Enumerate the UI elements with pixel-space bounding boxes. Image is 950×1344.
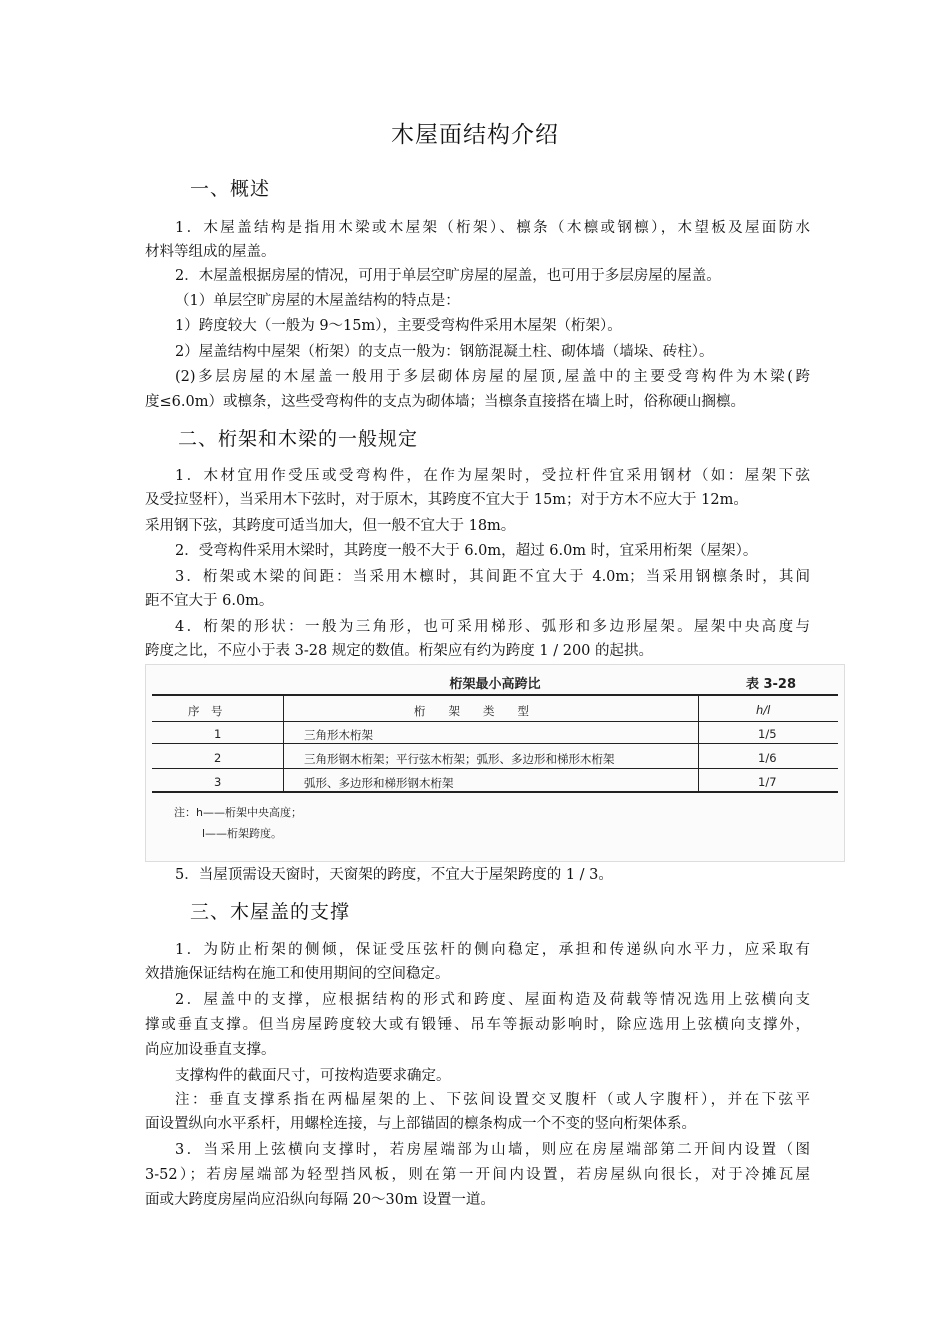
- table-header-type: 桁 架 类 型: [414, 704, 529, 718]
- paragraph-line: （1）单层空旷房屋的木屋盖结构的特点是：: [175, 293, 460, 309]
- table-bottom-rule: [152, 791, 838, 793]
- page-title: 木屋面结构介绍: [391, 122, 559, 148]
- table-cell-type: 三角形木桁架: [304, 728, 373, 742]
- table-cell-type: 弧形、多边形和梯形钢木桁架: [304, 776, 454, 790]
- paragraph-line: 3．桁架或木梁的间距：当采用木檩时，其间距不宜大于 4.0m；当采用钢檩条时，其间: [175, 569, 810, 585]
- paragraph-line: 1．木材宜用作受压或受弯构件，在作为屋架时，受拉杆件宜采用钢材（如：屋架下弦: [175, 468, 810, 484]
- paragraph-line: 1．木屋盖结构是指用木梁或木屋架（桁架）、檩条（木檩或钢檩），木望板及屋面防水: [175, 220, 810, 236]
- table-column-divider: [698, 694, 699, 792]
- paragraph-line: 面或大跨度房屋尚应沿纵向每隔 20～30m 设置一道。: [145, 1192, 495, 1208]
- paragraph-line: 及受拉竖杆），当采用木下弦时，对于原木，其跨度不宜大于 15m；对于方木不应大于 12m。: [145, 492, 748, 508]
- paragraph-line: 注：垂直支撑系指在两榀屋架的上、下弦间设置交叉腹杆（或人字腹杆），并在下弦平: [175, 1092, 810, 1108]
- section-heading-bracing: 三、木屋盖的支撑: [190, 901, 351, 923]
- paragraph-line: (2)多层房屋的木屋盖一般用于多层砌体房屋的屋顶,屋盖中的主要受弯构件为木梁(跨: [175, 369, 810, 385]
- table-row-rule: [152, 743, 838, 744]
- table-cell-index: 2: [214, 751, 222, 765]
- paragraph-line: 度≤6.0m）或檩条，这些受弯构件的支点为砌体墙；当檩条直接搭在墙上时，俗称硬山搁檩。: [145, 394, 745, 410]
- section-heading-truss-rules: 二、桁架和木梁的一般规定: [178, 428, 419, 450]
- paragraph-line: 尚应加设垂直支撑。: [145, 1042, 276, 1058]
- paragraph-line: 1）跨度较大（一般为 9～15m），主要受弯构件采用木屋架（桁架）。: [175, 318, 622, 334]
- paragraph-line: 跨度之比，不应小于表 3-28 规定的数值。桁架应有约为跨度 1 / 200 的起拱。: [145, 643, 654, 659]
- paragraph-line: 材料等组成的屋盖。: [145, 244, 276, 260]
- paragraph-line: 2）屋盖结构中屋架（桁架）的支点一般为：钢筋混凝土柱、砌体墙（墙垛、砖柱）。: [175, 344, 714, 360]
- table-note: 注：h——桁架中央高度；: [174, 806, 302, 819]
- paragraph-line: 面设置纵向水平系杆，用螺栓连接，与上部锚固的檩条构成一个不变的竖向桁架体系。: [145, 1116, 696, 1132]
- paragraph-line: 2．木屋盖根据房屋的情况，可用于单层空旷房屋的屋盖，也可用于多层房屋的屋盖。: [175, 268, 721, 284]
- paragraph-line: 1．为防止桁架的侧倾，保证受压弦杆的侧向稳定，承担和传递纵向水平力，应采取有: [175, 942, 810, 958]
- table-column-divider: [283, 694, 284, 792]
- paragraph-line: 支撑构件的截面尺寸，可按构造要求确定。: [175, 1068, 451, 1084]
- table-caption: 桁架最小高跨比: [449, 677, 541, 692]
- paragraph-line: 2．受弯构件采用木梁时，其跨度一般不大于 6.0m，超过 6.0m 时，宜采用桁架（屋架）。: [175, 543, 758, 559]
- paragraph-line: 3．当采用上弦横向支撑时，若房屋端部为山墙，则应在房屋端部第二开间内设置（图: [175, 1142, 810, 1158]
- paragraph-line: 3-52）；若房屋端部为轻型挡风板，则在第一开间内设置，若房屋纵向很长，对于冷摊瓦屋: [145, 1167, 810, 1183]
- table-cell-type: 三角形钢木桁架；平行弦木桁架；弧形、多边形和梯形木桁架: [304, 752, 615, 766]
- paragraph-line: 5．当屋顶需设天窗时，天窗架的跨度，不宜大于屋架跨度的 1 / 3。: [175, 867, 613, 883]
- paragraph-line: 撑或垂直支撑。但当房屋跨度较大或有锻锤、吊车等振动影响时，除应选用上弦横向支撑外，: [145, 1017, 810, 1033]
- table-number: 表 3-28: [745, 677, 796, 692]
- table-row-rule: [152, 768, 838, 769]
- section-heading-overview: 一、概述: [190, 178, 271, 200]
- table-header-ratio: h/l: [756, 703, 771, 717]
- paragraph-line: 距不宜大于 6.0m。: [145, 593, 274, 609]
- table-header-rule: [152, 721, 838, 722]
- table-cell-ratio: 1/6: [758, 751, 777, 765]
- truss-ratio-table: [145, 664, 845, 862]
- table-header-index: 序 号: [188, 704, 223, 718]
- table-top-rule: [152, 694, 838, 696]
- table-cell-index: 1: [214, 727, 222, 741]
- paragraph-line: 采用钢下弦，其跨度可适当加大，但一般不宜大于 18m。: [145, 518, 516, 534]
- paragraph-line: 2．屋盖中的支撑，应根据结构的形式和跨度、屋面构造及荷载等情况选用上弦横向支: [175, 992, 810, 1008]
- paragraph-line: 效措施保证结构在施工和使用期间的空间稳定。: [145, 966, 450, 982]
- table-cell-ratio: 1/7: [758, 775, 777, 789]
- table-note: l——桁架跨度。: [202, 827, 283, 840]
- table-cell-ratio: 1/5: [758, 727, 777, 741]
- table-cell-index: 3: [214, 775, 222, 789]
- paragraph-line: 4．桁架的形状：一般为三角形，也可采用梯形、弧形和多边形屋架。屋架中央高度与: [175, 619, 810, 635]
